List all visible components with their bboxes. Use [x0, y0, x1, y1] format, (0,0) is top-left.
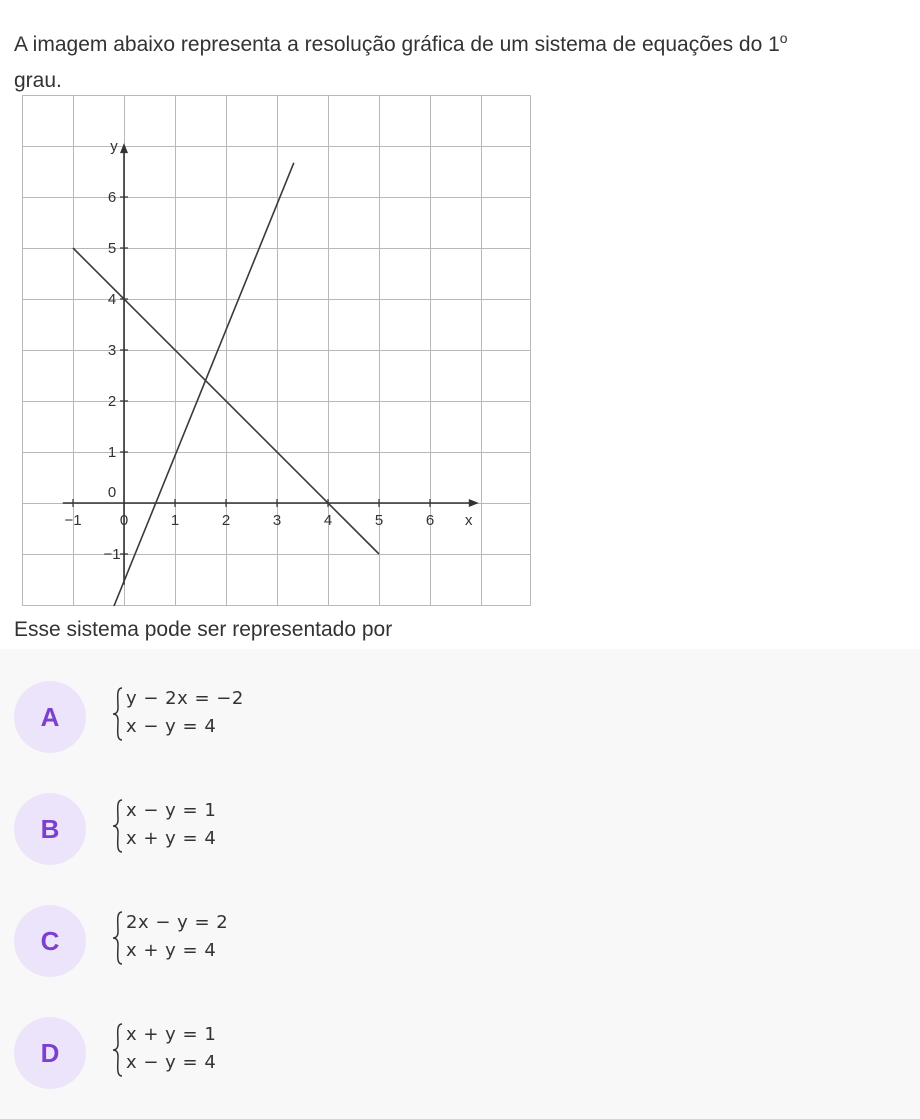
- equation-1: y − 2x = −2: [126, 688, 244, 709]
- question-end: grau.: [14, 69, 62, 92]
- question-superscript: o: [779, 30, 788, 46]
- equation-2: x − y = 4: [126, 1052, 217, 1073]
- option-a[interactable]: [14, 680, 894, 760]
- y-tick-label: 2: [107, 393, 117, 410]
- y-tick-label: 0: [107, 484, 117, 501]
- equation-1: x + y = 1: [126, 1024, 217, 1045]
- graph-line-2: [73, 163, 294, 606]
- equation-2: x + y = 4: [126, 940, 217, 961]
- x-axis-label: x: [465, 512, 473, 529]
- y-tick-label: 3: [107, 342, 117, 359]
- option-d[interactable]: [14, 1016, 894, 1096]
- brace-icon: [112, 1022, 124, 1078]
- brace-icon: [112, 910, 124, 966]
- option-letter-badge[interactable]: D: [14, 1017, 86, 1089]
- option-b[interactable]: [14, 792, 894, 872]
- x-tick-label: 4: [323, 512, 333, 529]
- x-tick-label: 6: [425, 512, 435, 529]
- question-text: [14, 20, 914, 99]
- brace-icon: [112, 686, 124, 742]
- x-tick-label: 0: [119, 512, 129, 529]
- y-tick-label: 5: [107, 240, 117, 257]
- equation-1: x − y = 1: [126, 800, 217, 821]
- x-axis-arrow-icon: [469, 499, 479, 507]
- y-tick-label: 4: [107, 291, 117, 308]
- graph-svg: [22, 95, 531, 606]
- x-tick-label: 2: [221, 512, 231, 529]
- question-body: A imagem abaixo representa a resolução gráfica de um sistema de equações do 1: [14, 33, 780, 56]
- equation-2: x + y = 4: [126, 828, 217, 849]
- x-tick-label: 5: [374, 512, 384, 529]
- equation-1: 2x − y = 2: [126, 912, 229, 933]
- x-tick-label: 3: [272, 512, 282, 529]
- option-letter-badge[interactable]: B: [14, 793, 86, 865]
- brace-icon: [112, 798, 124, 854]
- y-tick-label: 6: [107, 189, 117, 206]
- equation-2: x − y = 4: [126, 716, 217, 737]
- y-axis-label: y: [110, 138, 118, 156]
- option-c[interactable]: [14, 904, 894, 984]
- caption-text: Esse sistema pode ser representado por: [14, 618, 393, 641]
- option-letter-badge[interactable]: C: [14, 905, 86, 977]
- x-tick-label: −1: [64, 512, 82, 529]
- graph-image: [22, 95, 531, 606]
- option-letter-badge[interactable]: A: [14, 681, 86, 753]
- y-tick-label: 1: [107, 444, 117, 461]
- x-tick-label: 1: [170, 512, 180, 529]
- answer-options: [0, 649, 920, 1119]
- y-axis-arrow-icon: [120, 143, 128, 153]
- y-tick-label: −1: [103, 546, 121, 563]
